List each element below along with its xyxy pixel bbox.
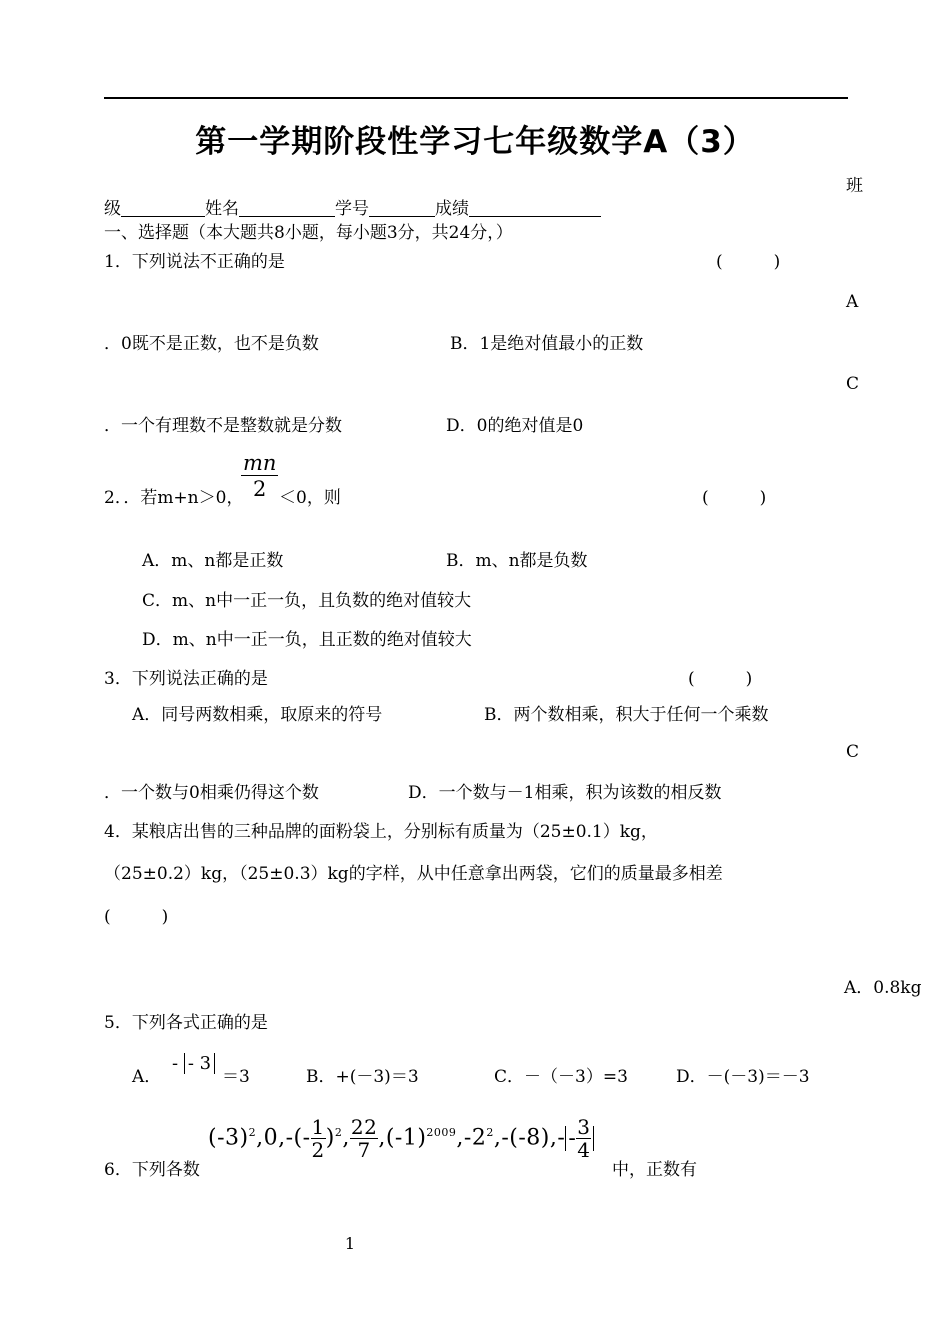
page-number: 1 <box>344 1234 356 1253</box>
q6-fraction-3-4-num: 3 <box>577 1115 591 1139</box>
q6-stem-suffix: 中，正数有 <box>612 1160 697 1180</box>
q2-option-b: B．m、n都是负数 <box>446 551 588 571</box>
class-blank[interactable] <box>121 198 205 217</box>
q6-term-neg8: ,-(-8),- <box>493 1125 566 1151</box>
q1-option-c-marker: C <box>846 374 860 394</box>
q4-stem-line2: （25±0.2）kg，（25±0.3）kg的字样，从中任意拿出两袋，它们的质量最多相差 <box>104 864 723 884</box>
name-blank[interactable] <box>239 198 335 217</box>
student-info-line <box>104 198 601 219</box>
q5-option-c: C．－（－3）=3 <box>494 1067 628 1087</box>
q6-fraction-half <box>311 1116 326 1161</box>
q6-fraction-22-7-num: 22 <box>350 1115 378 1139</box>
class-label-ji: 级 <box>104 199 121 219</box>
q2-option-c: C．m、n中一正一负，且负数的绝对值较大 <box>142 591 472 611</box>
q6-term-neg3: (-3) <box>208 1125 249 1151</box>
q6-fraction-half-den: 2 <box>311 1138 325 1162</box>
q5-option-a-neg: - <box>172 1053 179 1074</box>
q6-fraction-22-7-den: 7 <box>357 1138 371 1162</box>
q6-abs-neg: - <box>568 1125 577 1151</box>
q2-fraction-numerator: mn <box>243 451 277 475</box>
q6-fraction-half-num: 1 <box>311 1115 325 1139</box>
student-id-blank[interactable] <box>369 198 435 217</box>
q1-option-b: B．1是绝对值最小的正数 <box>450 334 644 354</box>
q3-option-d: D．一个数与－1相乘，积为该数的相反数 <box>408 783 722 803</box>
q6-fraction-3-4-den: 4 <box>577 1138 591 1162</box>
q2-option-d: D．m、n中一正一负，且正数的绝对值较大 <box>142 630 472 650</box>
q2-stem-end: ＜0，则 <box>279 488 341 508</box>
score-blank[interactable] <box>469 198 601 217</box>
q6-exp-2: 2 <box>334 1126 343 1140</box>
q3-option-b: B．两个数相乘，积大于任何一个乘数 <box>484 705 769 725</box>
q6-term-close: ) <box>325 1125 335 1151</box>
q4-option-a: A．0.8kg <box>844 978 922 998</box>
q3-answer-paren[interactable]: ( ) <box>688 669 753 689</box>
page-title: 第一学期阶段性学习七年级数学A（3） <box>195 124 755 160</box>
student-id-label: 学号 <box>335 199 369 219</box>
q6-term-neg2: ,-2 <box>456 1125 487 1151</box>
q2-fraction-denominator: 2 <box>253 477 267 501</box>
q6-stem: 6．下列各数 <box>104 1160 200 1180</box>
q3-stem: 3．下列说法正确的是 <box>104 669 268 689</box>
q5-option-d: D．－(－3)＝－3 <box>676 1067 810 1087</box>
q1-stem: 1．下列说法不正确的是 <box>104 252 285 272</box>
q6-number-list <box>208 1116 594 1161</box>
q2-option-a: A．m、n都是正数 <box>142 551 284 571</box>
q4-answer-paren[interactable]: ( ) <box>104 907 169 927</box>
q1-option-c: ．一个有理数不是整数就是分数 <box>104 416 342 436</box>
q5-option-a-abs: - 3 <box>184 1053 215 1074</box>
class-label-ban: 班 <box>846 176 863 196</box>
q1-answer-paren[interactable]: ( ) <box>716 252 781 272</box>
q6-exp-1: 2 <box>248 1126 257 1140</box>
q5-option-a-result: ＝3 <box>222 1067 250 1087</box>
q6-term-zero: ,0,-(- <box>256 1125 311 1151</box>
q6-abs-three-quarters <box>565 1115 594 1162</box>
q6-exp-4: 2 <box>486 1126 494 1140</box>
q5-option-a-expr <box>172 1053 215 1075</box>
q6-comma: , <box>342 1125 350 1151</box>
q1-option-a: ．0既不是正数，也不是负数 <box>104 334 319 354</box>
q5-stem: 5．下列各式正确的是 <box>104 1013 268 1033</box>
q6-exp-2009: 2009 <box>426 1126 457 1140</box>
q5-option-a-label: A． <box>132 1067 162 1087</box>
name-label: 姓名 <box>205 199 239 219</box>
q2-stem-start: 2．．若m+n＞0， <box>104 488 244 508</box>
q2-answer-paren[interactable]: ( ) <box>702 488 767 508</box>
q2-fraction <box>241 451 278 502</box>
section-heading: 一、选择题（本大题共8小题，每小题3分，共24分，） <box>104 223 513 243</box>
q6-term-neg1: ,(-1) <box>378 1125 427 1151</box>
score-label: 成绩 <box>435 199 469 219</box>
q4-stem-line1: 4．某粮店出售的三种品牌的面粉袋上，分别标有质量为（25±0.1）kg， <box>104 822 658 842</box>
q3-option-a: A．同号两数相乘，取原来的符号 <box>132 705 383 725</box>
q3-option-c: ．一个数与0相乘仍得这个数 <box>104 783 319 803</box>
q1-option-d: D．0的绝对值是0 <box>446 416 584 436</box>
header-rule <box>104 97 848 99</box>
q1-option-a-marker: A <box>846 292 859 312</box>
q6-fraction-22-7 <box>350 1116 378 1161</box>
q3-option-c-marker: C <box>846 742 860 762</box>
q5-option-b: B．+(－3)＝3 <box>306 1067 419 1087</box>
